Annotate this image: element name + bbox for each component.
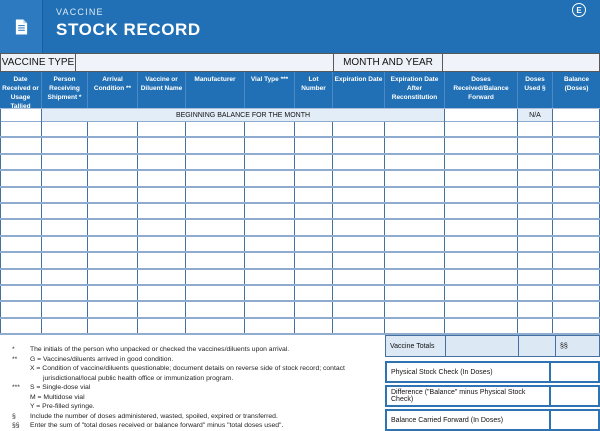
empty-cell-r1-c2[interactable] — [42, 122, 88, 136]
empty-cell-r7-c5[interactable] — [186, 220, 245, 234]
footnote-line-6 — [6, 393, 384, 403]
empty-cell-r4-c3[interactable] — [88, 171, 138, 185]
beginning-balance-label: BEGINNING BALANCE FOR THE MONTH — [42, 109, 445, 123]
empty-cell-r8-c1[interactable] — [0, 237, 42, 251]
empty-cell-r6-c5[interactable] — [186, 204, 245, 218]
col-header-person-receiving-shipment: Person Receiving Shipment * — [42, 72, 88, 108]
empty-cell-r7-c11[interactable] — [518, 220, 553, 234]
table-row-12 — [0, 302, 600, 318]
empty-cell-r11-c2[interactable] — [42, 286, 88, 300]
empty-cell-r5-c10[interactable] — [445, 188, 518, 202]
empty-cell-r13-c5[interactable] — [186, 319, 245, 333]
empty-cell-r7-c3[interactable] — [88, 220, 138, 234]
empty-cell-r2-c10[interactable] — [445, 138, 518, 152]
empty-cell-r7-c2[interactable] — [42, 220, 88, 234]
empty-cell-r4-c1[interactable] — [0, 171, 42, 185]
empty-cell-r8-c6[interactable] — [245, 237, 295, 251]
empty-cell-r7-c1[interactable] — [0, 220, 42, 234]
empty-cell-r6-c9[interactable] — [385, 204, 445, 218]
difference-label: Difference ("Balance" minus Physical Stock Check) — [387, 387, 551, 405]
empty-cell-r9-c9[interactable] — [385, 253, 445, 267]
empty-cell-r9-c5[interactable] — [186, 253, 245, 267]
col-header-lot-number: Lot Number — [295, 72, 333, 108]
footnote-text: Include the number of doses administered, wasted, spoiled, expired or transferred. — [30, 412, 278, 420]
empty-cell-r3-c8[interactable] — [333, 155, 385, 169]
empty-cell-r12-c10[interactable] — [445, 302, 518, 316]
empty-cell-r9-c3[interactable] — [88, 253, 138, 267]
footnote-text: Y = Pre-filled syringe. — [30, 403, 95, 410]
footnote-symbol — [6, 374, 30, 384]
month-year-field[interactable] — [442, 53, 600, 72]
empty-cell-r9-c4[interactable] — [138, 253, 186, 267]
empty-cell-r8-c11[interactable] — [518, 237, 553, 251]
footnote-line-8 — [6, 412, 384, 422]
empty-cell-r3-c3[interactable] — [88, 155, 138, 169]
table-row-13 — [0, 319, 600, 335]
empty-cell-r2-c6[interactable] — [245, 138, 295, 152]
vaccine-type-field[interactable] — [75, 53, 333, 72]
footnote-line-3 — [6, 364, 384, 374]
empty-cell-r7-c4[interactable] — [138, 220, 186, 234]
empty-cell-r3-c5[interactable] — [186, 155, 245, 169]
empty-cell-r10-c5[interactable] — [186, 270, 245, 284]
difference-value[interactable] — [551, 387, 598, 405]
empty-cell-r9-c12[interactable] — [553, 253, 600, 267]
empty-cell-r2-c11[interactable] — [518, 138, 553, 152]
vaccine-totals-doses-received-cell[interactable] — [445, 335, 518, 357]
empty-cell-r5-c12[interactable] — [553, 188, 600, 202]
empty-cell-r4-c2[interactable] — [42, 171, 88, 185]
empty-cell-r11-c3[interactable] — [88, 286, 138, 300]
balance-carried-forward-box — [385, 409, 600, 431]
empty-cell-r4-c9[interactable] — [385, 171, 445, 185]
empty-cell-r10-c6[interactable] — [245, 270, 295, 284]
empty-cell-r1-c12[interactable] — [553, 122, 600, 136]
empty-cell-r6-c6[interactable] — [245, 204, 295, 218]
table-row-10 — [0, 270, 600, 286]
vaccine-totals-balance-cell[interactable]: §§ — [555, 335, 600, 357]
empty-cell-r8-c7[interactable] — [295, 237, 333, 251]
empty-cell-r5-c3[interactable] — [88, 188, 138, 202]
empty-cell-r11-c8[interactable] — [333, 286, 385, 300]
empty-cell-r4-c6[interactable] — [245, 171, 295, 185]
empty-cell-r13-c9[interactable] — [385, 319, 445, 333]
table-row-11 — [0, 286, 600, 302]
empty-cell-r12-c7[interactable] — [295, 302, 333, 316]
empty-cell-r9-c1[interactable] — [0, 253, 42, 267]
empty-cell-r6-c12[interactable] — [553, 204, 600, 218]
empty-cell-r10-c11[interactable] — [518, 270, 553, 284]
stock-record-table — [0, 72, 600, 335]
empty-cell-r11-c9[interactable] — [385, 286, 445, 300]
empty-cell-r7-c6[interactable] — [245, 220, 295, 234]
meta-row — [0, 53, 600, 72]
empty-cell-r4-c10[interactable] — [445, 171, 518, 185]
empty-cell-r12-c2[interactable] — [42, 302, 88, 316]
footnote-symbol: * — [12, 346, 15, 353]
empty-cell-r12-c4[interactable] — [138, 302, 186, 316]
empty-cell-r6-c7[interactable] — [295, 204, 333, 218]
form-titles — [56, 7, 201, 40]
empty-cell-r1-c11[interactable] — [518, 122, 553, 136]
empty-cell-r4-c5[interactable] — [186, 171, 245, 185]
empty-cell-r2-c7[interactable] — [295, 138, 333, 152]
empty-cell-r1-c1[interactable] — [0, 122, 42, 136]
table-row-8 — [0, 237, 600, 253]
empty-cell-r3-c2[interactable] — [42, 155, 88, 169]
empty-cell-r12-c8[interactable] — [333, 302, 385, 316]
empty-cell-r13-c1[interactable] — [0, 319, 42, 333]
empty-cell-r4-c8[interactable] — [333, 171, 385, 185]
empty-cell-r5-c8[interactable] — [333, 188, 385, 202]
footnote-symbol — [6, 402, 30, 412]
empty-cell-r11-c11[interactable] — [518, 286, 553, 300]
empty-cell-r5-c4[interactable] — [138, 188, 186, 202]
col-header-vaccine-or-diluent-name: Vaccine or Diluent Name — [138, 72, 186, 108]
empty-cell-r3-c6[interactable] — [245, 155, 295, 169]
form-title: STOCK RECORD — [56, 20, 201, 39]
footnote-line-7 — [6, 402, 384, 412]
empty-cell-r8-c5[interactable] — [186, 237, 245, 251]
empty-cell-r12-c3[interactable] — [88, 302, 138, 316]
empty-cell-r9-c7[interactable] — [295, 253, 333, 267]
table-header-row — [0, 72, 600, 108]
empty-cell-r13-c7[interactable] — [295, 319, 333, 333]
empty-cell-r13-c11[interactable] — [518, 319, 553, 333]
empty-cell-r12-c12[interactable] — [553, 302, 600, 316]
empty-cell-r1-c7[interactable] — [295, 122, 333, 136]
empty-cell-r4-c11[interactable] — [518, 171, 553, 185]
empty-cell-r8-c4[interactable] — [138, 237, 186, 251]
empty-cell-r8-c8[interactable] — [333, 237, 385, 251]
empty-cell-r12-c6[interactable] — [245, 302, 295, 316]
document-icon — [0, 0, 43, 53]
empty-cell-r13-c10[interactable] — [445, 319, 518, 333]
empty-cell-r3-c1[interactable] — [0, 155, 42, 169]
empty-cell-r8-c2[interactable] — [42, 237, 88, 251]
footnote-line-5 — [6, 383, 384, 393]
empty-cell-r7-c10[interactable] — [445, 220, 518, 234]
empty-cell-r2-c1[interactable] — [0, 138, 42, 152]
empty-cell-r2-c3[interactable] — [88, 138, 138, 152]
empty-cell-r6-c2[interactable] — [42, 204, 88, 218]
col-header-doses-received-balance-forward: Doses Received/Balance Forward — [445, 72, 518, 108]
footnote-text: G = Vaccines/diluents arrived in good condition. — [30, 355, 174, 363]
col-header-vial-type: Vial Type *** — [245, 72, 295, 108]
col-header-date-received-or-usage-tallied: Date Received or Usage Tallied — [0, 72, 42, 108]
empty-cell-r6-c3[interactable] — [88, 204, 138, 218]
empty-cell-r2-c12[interactable] — [553, 138, 600, 152]
empty-cell-r3-c4[interactable] — [138, 155, 186, 169]
empty-cell-r5-c6[interactable] — [245, 188, 295, 202]
col-header-doses-used: Doses Used § — [518, 72, 553, 108]
empty-cell-r11-c5[interactable] — [186, 286, 245, 300]
empty-cell-r4-c12[interactable] — [553, 171, 600, 185]
empty-cell-r3-c7[interactable] — [295, 155, 333, 169]
footnote-text: The initials of the person who unpacked or checked the vaccines/diluents upon arrival. — [30, 346, 290, 353]
empty-cell-r11-c4[interactable] — [138, 286, 186, 300]
empty-cell-r13-c6[interactable] — [245, 319, 295, 333]
empty-cell-r6-c1[interactable] — [0, 204, 42, 218]
footnote-text: S = Single-dose vial — [30, 384, 91, 391]
empty-cell-r11-c7[interactable] — [295, 286, 333, 300]
empty-cell-r1-c5[interactable] — [186, 122, 245, 136]
empty-cell-r13-c4[interactable] — [138, 319, 186, 333]
footnote-line-9 — [6, 421, 384, 431]
empty-cell-r10-c7[interactable] — [295, 270, 333, 284]
empty-cell-r11-c6[interactable] — [245, 286, 295, 300]
empty-cell-r1-c8[interactable] — [333, 122, 385, 136]
empty-cell-r10-c1[interactable] — [0, 270, 42, 284]
empty-cell-r2-c8[interactable] — [333, 138, 385, 152]
empty-cell-r6-c11[interactable] — [518, 204, 553, 218]
month-year-label: MONTH AND YEAR — [333, 53, 442, 72]
empty-cell-r13-c2[interactable] — [42, 319, 88, 333]
footnote-line-1 — [6, 345, 384, 355]
footnote-symbol: §§ — [12, 422, 20, 429]
footnote-symbol — [6, 364, 30, 374]
empty-cell-r2-c5[interactable] — [186, 138, 245, 152]
col-header-arrival-condition: Arrival Condition ** — [88, 72, 138, 108]
vaccine-totals-label: Vaccine Totals — [385, 335, 445, 357]
empty-cell-r2-c4[interactable] — [138, 138, 186, 152]
footnote-text: M = Multidose vial — [30, 393, 85, 401]
empty-cell-r13-c8[interactable] — [333, 319, 385, 333]
bb-cell-date[interactable] — [0, 109, 42, 123]
form-kicker: VACCINE — [56, 7, 104, 17]
empty-cell-r1-c10[interactable] — [445, 122, 518, 136]
empty-cell-r10-c12[interactable] — [553, 270, 600, 284]
empty-cell-r3-c12[interactable] — [553, 155, 600, 169]
col-header-expiration-date-after-reconstituti: Expiration Date After Reconstitution — [385, 72, 445, 108]
vaccine-totals-doses-used-cell[interactable] — [518, 335, 555, 357]
vaccine-totals-row — [385, 335, 600, 357]
empty-cell-r9-c10[interactable] — [445, 253, 518, 267]
bb-cell-balance[interactable] — [553, 109, 600, 123]
empty-cell-r6-c4[interactable] — [138, 204, 186, 218]
table-row-9 — [0, 253, 600, 269]
empty-cell-r6-c10[interactable] — [445, 204, 518, 218]
empty-cell-r2-c9[interactable] — [385, 138, 445, 152]
empty-cell-r5-c11[interactable] — [518, 188, 553, 202]
empty-cell-r8-c12[interactable] — [553, 237, 600, 251]
balance-carried-forward-value[interactable] — [551, 411, 598, 429]
table-row-5 — [0, 188, 600, 204]
empty-cell-r11-c1[interactable] — [0, 286, 42, 300]
empty-cell-r1-c3[interactable] — [88, 122, 138, 136]
footnote-line-4 — [6, 374, 384, 384]
table-row-1 — [0, 122, 600, 138]
empty-cell-r12-c1[interactable] — [0, 302, 42, 316]
empty-cell-r5-c5[interactable] — [186, 188, 245, 202]
beginning-balance-row — [0, 108, 600, 122]
balance-carried-forward-label: Balance Carried Forward (In Doses) — [387, 411, 551, 429]
empty-cell-r10-c2[interactable] — [42, 270, 88, 284]
empty-cell-r8-c10[interactable] — [445, 237, 518, 251]
footnote-symbol: *** — [12, 384, 20, 391]
empty-cell-r13-c3[interactable] — [88, 319, 138, 333]
col-header-expiration-date: Expiration Date — [333, 72, 385, 108]
empty-cell-r5-c9[interactable] — [385, 188, 445, 202]
table-body — [0, 122, 600, 335]
empty-cell-r1-c4[interactable] — [138, 122, 186, 136]
col-header-manufacturer: Manufacturer — [186, 72, 245, 108]
footnote-symbol: § — [12, 412, 16, 420]
difference-box — [385, 385, 600, 407]
bb-cell-doses-received[interactable] — [445, 109, 518, 123]
empty-cell-r10-c9[interactable] — [385, 270, 445, 284]
footnote-line-2 — [6, 355, 384, 365]
empty-cell-r12-c11[interactable] — [518, 302, 553, 316]
physical-stock-check-label: Physical Stock Check (In Doses) — [387, 363, 551, 381]
empty-cell-r9-c2[interactable] — [42, 253, 88, 267]
empty-cell-r4-c4[interactable] — [138, 171, 186, 185]
empty-cell-r3-c10[interactable] — [445, 155, 518, 169]
physical-stock-check-box — [385, 361, 600, 383]
empty-cell-r1-c9[interactable] — [385, 122, 445, 136]
empty-cell-r11-c10[interactable] — [445, 286, 518, 300]
empty-cell-r8-c9[interactable] — [385, 237, 445, 251]
table-row-4 — [0, 171, 600, 187]
table-row-6 — [0, 204, 600, 220]
empty-cell-r1-c6[interactable] — [245, 122, 295, 136]
footnote-text: X = Condition of vaccine/diluents questionable; document details on reverse side of stock record; contact — [30, 365, 345, 372]
empty-cell-r12-c9[interactable] — [385, 302, 445, 316]
corner-badge-e — [572, 3, 586, 17]
empty-cell-r9-c6[interactable] — [245, 253, 295, 267]
empty-cell-r8-c3[interactable] — [88, 237, 138, 251]
empty-cell-r6-c8[interactable] — [333, 204, 385, 218]
empty-cell-r3-c9[interactable] — [385, 155, 445, 169]
footnote-text: Enter the sum of "total doses received or balance forward" minus "total doses used". — [30, 422, 284, 429]
empty-cell-r5-c1[interactable] — [0, 188, 42, 202]
form-header-banner — [0, 0, 600, 53]
empty-cell-r7-c9[interactable] — [385, 220, 445, 234]
empty-cell-r7-c8[interactable] — [333, 220, 385, 234]
empty-cell-r10-c10[interactable] — [445, 270, 518, 284]
physical-stock-check-value[interactable] — [551, 363, 598, 381]
footnotes — [6, 345, 384, 431]
document-icon-glyph — [14, 18, 29, 36]
empty-cell-r9-c11[interactable] — [518, 253, 553, 267]
footnote-symbol: ** — [12, 355, 18, 363]
table-row-7 — [0, 220, 600, 236]
empty-cell-r5-c7[interactable] — [295, 188, 333, 202]
empty-cell-r3-c11[interactable] — [518, 155, 553, 169]
bb-cell-doses-used: N/A — [518, 109, 553, 123]
empty-cell-r7-c7[interactable] — [295, 220, 333, 234]
empty-cell-r11-c12[interactable] — [553, 286, 600, 300]
footnote-text: jurisdictional/local public health office or immunization program. — [43, 374, 234, 382]
corner-badge-letter: E — [576, 5, 582, 15]
col-header-balance-doses: Balance (Doses) — [564, 76, 589, 92]
table-row-2 — [0, 138, 600, 154]
empty-cell-r2-c2[interactable] — [42, 138, 88, 152]
empty-cell-r10-c8[interactable] — [333, 270, 385, 284]
empty-cell-r10-c4[interactable] — [138, 270, 186, 284]
vaccine-type-label: VACCINE TYPE — [0, 53, 75, 72]
empty-cell-r4-c7[interactable] — [295, 171, 333, 185]
table-row-3 — [0, 155, 600, 171]
empty-cell-r5-c2[interactable] — [42, 188, 88, 202]
empty-cell-r13-c12[interactable] — [553, 319, 600, 333]
empty-cell-r12-c5[interactable] — [186, 302, 245, 316]
empty-cell-r10-c3[interactable] — [88, 270, 138, 284]
footnote-symbol — [6, 393, 30, 403]
empty-cell-r7-c12[interactable] — [553, 220, 600, 234]
empty-cell-r9-c8[interactable] — [333, 253, 385, 267]
